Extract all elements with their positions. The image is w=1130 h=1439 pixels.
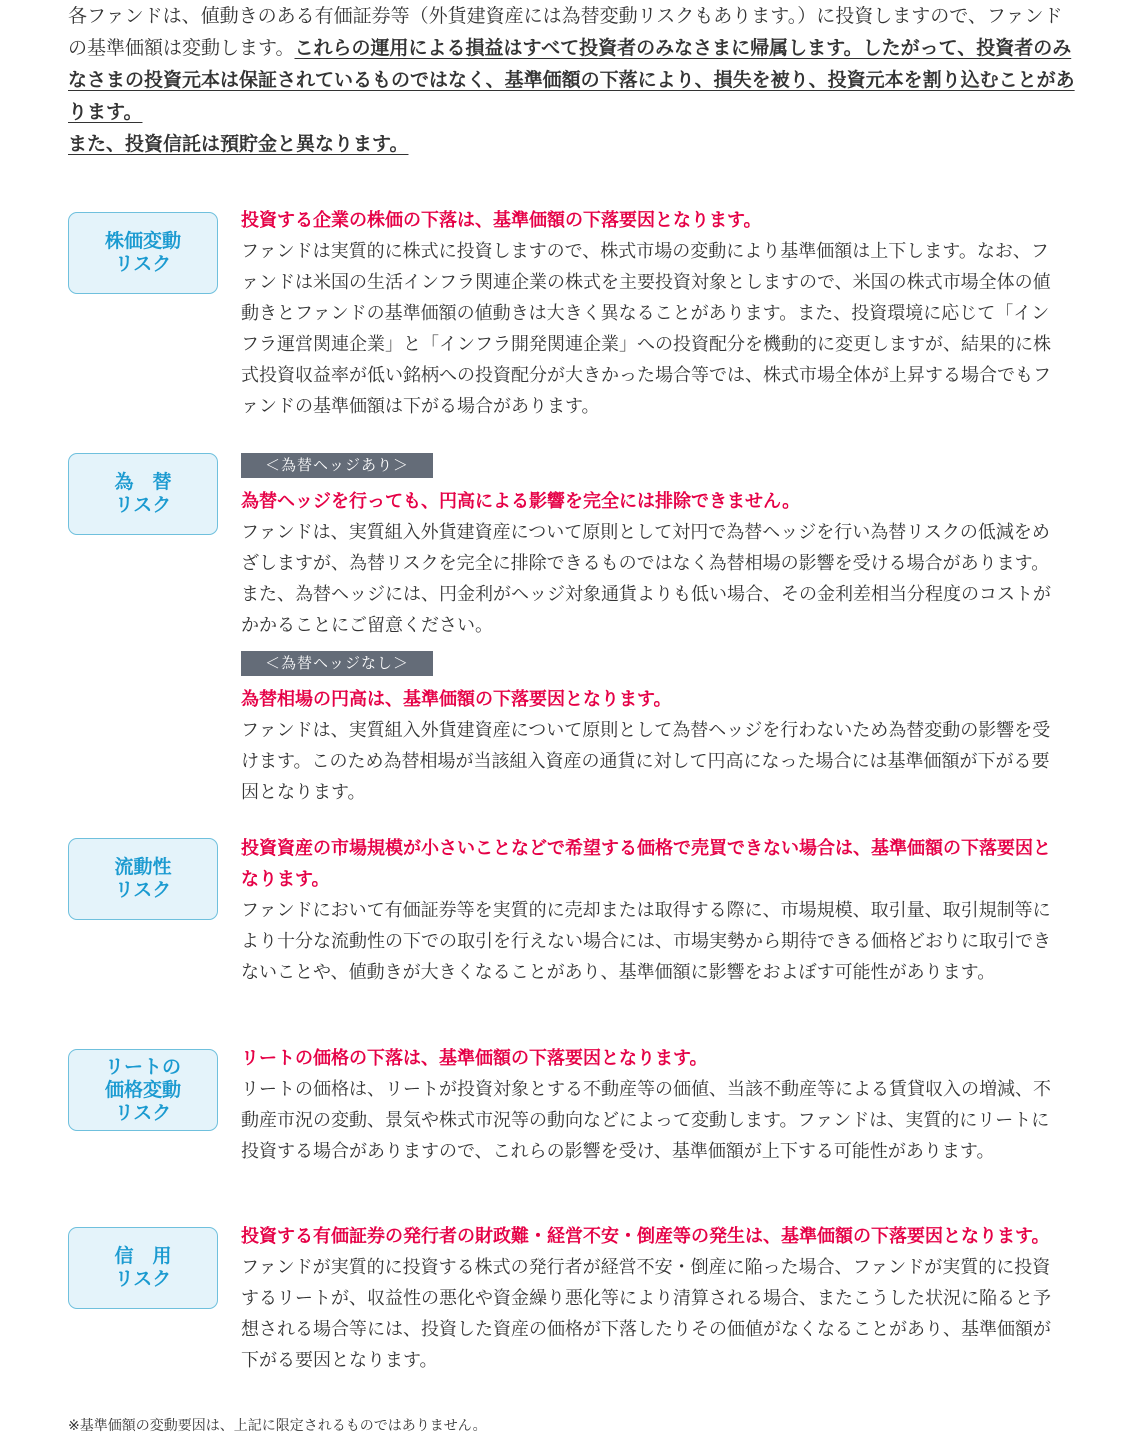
risk-content <box>241 833 1066 988</box>
intro-emphasis-2: また、投資信託は預貯金と異なります。 <box>68 133 409 155</box>
risk-body: ファンドにおいて有価証券等を実質的に売却または取得する際に、市場規模、取引量、取引規制等により十分な流動性の下での取引を行えない場合には、市場実勢から期待できる価格どおりに取引できないことや、値動きが大きくなることがあり、基準価額に影響をおよぼす可能性があります。 <box>241 900 1051 983</box>
risk-content <box>241 1043 1066 1167</box>
footnote: ※基準価額の変動要因は、上記に限定されるものではありません。 <box>68 1418 487 1434</box>
risk-label-line: 流動性 <box>114 856 172 878</box>
risk-label-stock-price <box>68 212 218 294</box>
risk-headline: リートの価格の下落は、基準価額の下落要因となります。 <box>241 1048 708 1069</box>
hedge-tag-with: ＜為替ヘッジあり＞ <box>241 453 433 478</box>
risk-label-liquidity <box>68 838 218 920</box>
risk-headline: 為替ヘッジを行っても、円高による影響を完全には排除できません。 <box>241 491 801 512</box>
risk-body: ファンドは実質的に株式に投資しますので、株式市場の変動により基準価額は上下します。なお、ファンドは米国の生活インフラ関連企業の株式を主要投資対象としますので、米国の株式市場全体の値動きとファンドの基準価額の値動きは大きく異なることがあります。また、投資環境に応じて「インフラ運営関連企業」と「インフラ開発関連企業」への投資配分を機動的に変更しますが、結果的に株式投資収益率が低い銘柄への投資配分が大きかった場合等では、株式市場全体が上昇する場合でもファンドの基準価額は下がる場合があります。 <box>241 241 1051 417</box>
risk-content <box>241 1221 1066 1376</box>
risk-headline: 投資する有価証券の発行者の財政難・経営不安・倒産等の発生は、基準価額の下落要因となります。 <box>241 1226 1050 1247</box>
risk-content <box>241 453 1066 808</box>
risk-label-line: 価格変動 <box>104 1078 181 1101</box>
risk-label-line: 信 用 <box>114 1245 172 1267</box>
risk-label-currency <box>68 453 218 535</box>
risk-body: ファンドが実質的に投資する株式の発行者が経営不安・倒産に陥った場合、ファンドが実質的に投資するリートが、収益性の悪化や資金繰り悪化等により清算される場合、またこうした状況に陥ると予想される場合等には、投資した資産の価格が下落したりその価値がなくなることがあり、基準価額が下がる要因となります。 <box>241 1257 1051 1371</box>
risk-content <box>241 205 1066 422</box>
risk-label-line: リスク <box>114 1268 172 1290</box>
hedge-tag-without: ＜為替ヘッジなし＞ <box>241 651 433 676</box>
risk-headline: 為替相場の円高は、基準価額の下落要因となります。 <box>241 689 672 710</box>
intro-paragraph <box>68 0 1078 160</box>
risk-headline: 投資資産の市場規模が小さいことなどで希望する価格で売買できない場合は、基準価額の下落要因となります。 <box>241 838 1051 890</box>
intro-emphasis-1: これらの運用による損益はすべて投資者のみなさまに帰属します。したがって、投資者のみなさまの投資元本は保証されているものではなく、基準価額の下落により、損失を被り、投資元本を割り込むことがあります。 <box>68 37 1075 123</box>
risk-label-line: リートの <box>104 1055 181 1078</box>
risk-label-line: リスク <box>114 253 172 275</box>
risk-body: ファンドは、実質組入外貨建資産について原則として為替ヘッジを行わないため為替変動の影響を受けます。このため為替相場が当該組入資産の通貨に対して円高になった場合には基準価額が下がる要因となります。 <box>241 720 1051 803</box>
risk-label-line: リスク <box>114 1101 172 1124</box>
risk-label-reit-price <box>68 1049 218 1131</box>
risk-label-line: リスク <box>114 879 172 901</box>
risk-body: ファンドは、実質組入外貨建資産について原則として対円で為替ヘッジを行い為替リスクの低減をめざしますが、為替リスクを完全に排除できるものではなく為替相場の影響を受ける場合があります。また、為替ヘッジには、円金利がヘッジ対象通貨よりも低い場合、その金利差相当分程度のコストがかかることにご留意ください。 <box>241 522 1051 636</box>
intro-plain: 各ファンドは、値動きのある有価証券等（外貨建資産には為替変動リスクもあります。）に投資しますので、ファンドの基準価額は変動します。 <box>68 5 1063 59</box>
risk-label-line: リスク <box>114 494 172 516</box>
risk-label-line: 為 替 <box>114 471 172 493</box>
risk-body: リートの価格は、リートが投資対象とする不動産等の価値、当該不動産等による賃貸収入の増減、不動産市況の変動、景気や株式市況等の動向などによって変動します。ファンドは、実質的にリートに投資する場合がありますので、これらの影響を受け、基準価額が上下する可能性があります。 <box>241 1079 1051 1162</box>
risk-label-line: 株価変動 <box>104 230 181 252</box>
risk-label-credit <box>68 1227 218 1309</box>
risk-headline: 投資する企業の株価の下落は、基準価額の下落要因となります。 <box>241 210 762 231</box>
